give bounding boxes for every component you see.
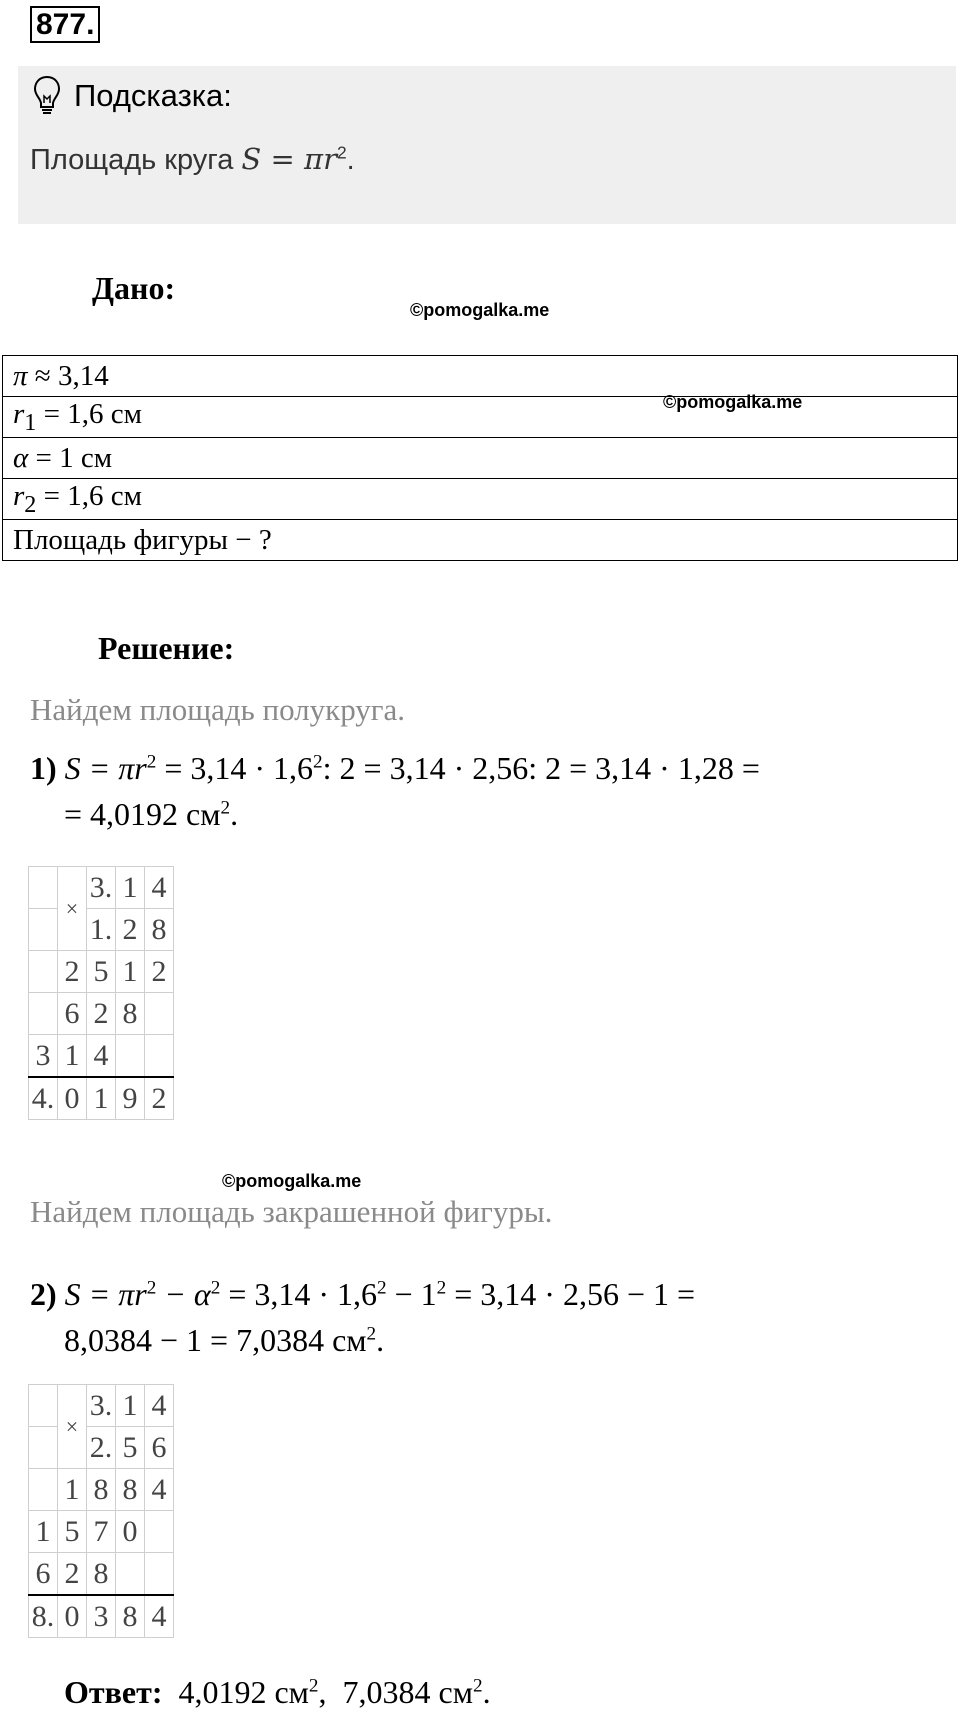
exponent: 2 bbox=[472, 1675, 483, 1697]
grid-cell: 2 bbox=[58, 1553, 87, 1596]
step2-label: 2) bbox=[30, 1276, 57, 1312]
grid-cell: 3 bbox=[29, 1035, 58, 1078]
grid-cell: 8 bbox=[116, 1469, 145, 1511]
hint-formula: S = πr bbox=[241, 142, 337, 176]
grid-cell: 1 bbox=[58, 1035, 87, 1078]
grid-cell: 7 bbox=[87, 1511, 116, 1553]
given-table bbox=[2, 355, 958, 561]
grid-cell: 1 bbox=[116, 1385, 145, 1427]
step2-part: = 3,14 · 1,6 bbox=[220, 1276, 378, 1312]
hint-text-suffix: . bbox=[346, 144, 355, 176]
hint-formula-exponent: 2 bbox=[336, 142, 347, 163]
answer-value-2: 7,0384 см bbox=[342, 1674, 473, 1710]
grid-cell: 2. bbox=[87, 1427, 116, 1469]
grid-row bbox=[29, 1469, 174, 1511]
grid-cell: 0 bbox=[58, 1595, 87, 1638]
given-value: = 1 см bbox=[28, 441, 113, 474]
grid-cell: 0 bbox=[116, 1511, 145, 1553]
hint-text bbox=[30, 142, 355, 177]
solution-heading: Решение: bbox=[98, 630, 235, 666]
step2-formula: S = πr bbox=[64, 1276, 147, 1312]
given-cell bbox=[3, 392, 958, 438]
given-var-sub: 2 bbox=[24, 490, 37, 518]
given-row bbox=[3, 520, 958, 561]
given-row bbox=[3, 356, 958, 397]
grid-cell: 6 bbox=[29, 1553, 58, 1596]
given-cell bbox=[3, 438, 958, 479]
exponent: 2 bbox=[377, 1277, 387, 1299]
grid-cell bbox=[29, 1427, 58, 1469]
grid-cell: 8 bbox=[145, 909, 174, 951]
step1-note: Найдем площадь полукруга. bbox=[30, 692, 406, 727]
grid-cell: 4 bbox=[145, 1469, 174, 1511]
given-question: Площадь фигуры − ? bbox=[13, 523, 272, 556]
grid-cell: 4. bbox=[29, 1077, 58, 1120]
problem-number-text: 877 bbox=[36, 8, 87, 41]
watermark: ©pomogalka.me bbox=[410, 300, 550, 320]
grid-cell: 5 bbox=[58, 1511, 87, 1553]
exponent: 2 bbox=[146, 1277, 157, 1299]
grid-cell: 5 bbox=[116, 1427, 145, 1469]
grid-cell: 6 bbox=[145, 1427, 174, 1469]
given-var: r bbox=[13, 397, 25, 430]
grid-row bbox=[29, 993, 174, 1035]
grid-cell: 2 bbox=[145, 951, 174, 993]
multiplication-grid-1 bbox=[28, 866, 174, 1120]
grid-cell bbox=[29, 993, 58, 1035]
exponent: 2 bbox=[146, 751, 157, 773]
grid-cell: 8 bbox=[116, 993, 145, 1035]
grid-cell: 8 bbox=[87, 1553, 116, 1596]
given-row bbox=[3, 397, 958, 438]
given-row bbox=[3, 479, 958, 520]
grid-cell: 1 bbox=[29, 1511, 58, 1553]
grid-cell: 8 bbox=[116, 1595, 145, 1638]
grid-cell: 1 bbox=[116, 867, 145, 909]
grid-cell: 9 bbox=[116, 1077, 145, 1120]
multiplication-grid-2 bbox=[28, 1384, 174, 1638]
grid-cell: 1. bbox=[87, 909, 116, 951]
given-value: ≈ 3,14 bbox=[27, 359, 109, 392]
grid-cell: 3. bbox=[87, 867, 116, 909]
grid-cell: 2 bbox=[87, 993, 116, 1035]
grid-cell: 2 bbox=[145, 1077, 174, 1120]
hint-text-prefix: Площадь круга bbox=[30, 144, 242, 176]
step1-end: . bbox=[230, 796, 239, 832]
grid-cell: 3. bbox=[87, 1385, 116, 1427]
grid-cell bbox=[116, 1553, 145, 1596]
grid-cell bbox=[145, 1511, 174, 1553]
grid-cell: 8. bbox=[29, 1595, 58, 1638]
hint-title: Подсказка: bbox=[74, 78, 232, 113]
answer-separator: , bbox=[318, 1674, 327, 1710]
grid-row bbox=[29, 1077, 174, 1120]
watermark: ©pomogalka.me bbox=[222, 1171, 362, 1191]
grid-row bbox=[29, 1595, 174, 1638]
grid-cell bbox=[29, 1385, 58, 1427]
grid-cell: 5 bbox=[87, 951, 116, 993]
grid-row bbox=[29, 1511, 174, 1553]
grid-cell: 4 bbox=[145, 867, 174, 909]
step1-formula: S = πr bbox=[64, 750, 147, 786]
watermark: ©pomogalka.me bbox=[663, 392, 803, 412]
given-value: = 1,6 см bbox=[36, 479, 142, 512]
step1-equation-line1 bbox=[30, 750, 760, 787]
given-row bbox=[3, 438, 958, 479]
answer-end: . bbox=[482, 1674, 491, 1710]
answer-value-1: 4,0192 см bbox=[178, 1674, 309, 1710]
step1-result: = 4,0192 см bbox=[64, 796, 221, 832]
given-heading: Дано: bbox=[92, 270, 176, 306]
grid-row bbox=[29, 1385, 174, 1427]
grid-cell: 4 bbox=[87, 1035, 116, 1078]
given-cell bbox=[3, 479, 958, 520]
grid-row bbox=[29, 1427, 174, 1469]
step2-result: 8,0384 − 1 = 7,0384 см bbox=[64, 1322, 367, 1358]
grid-cell bbox=[145, 1553, 174, 1596]
grid-cell bbox=[145, 1035, 174, 1078]
given-var-sub: 1 bbox=[24, 408, 37, 436]
step2-part: = 3,14 · 2,56 − 1 = bbox=[446, 1276, 696, 1312]
lightbulb-icon bbox=[32, 74, 62, 118]
grid-row bbox=[29, 1035, 174, 1078]
grid-cell bbox=[29, 909, 58, 951]
grid-cell: 6 bbox=[58, 993, 87, 1035]
grid-cell bbox=[29, 867, 58, 909]
grid-row bbox=[29, 867, 174, 909]
grid-cell: 2 bbox=[116, 909, 145, 951]
grid-cell: 4 bbox=[145, 1595, 174, 1638]
grid-cell: 3 bbox=[87, 1595, 116, 1638]
grid-cell: 1 bbox=[58, 1469, 87, 1511]
given-cell bbox=[3, 520, 958, 561]
grid-row bbox=[29, 909, 174, 951]
grid-cell: 4 bbox=[145, 1385, 174, 1427]
grid-cell bbox=[29, 951, 58, 993]
step2-end: . bbox=[376, 1322, 385, 1358]
step2-equation-line2 bbox=[64, 1322, 384, 1359]
step1-part: : 2 = 3,14 · 2,56: 2 = 3,14 · 1,28 = bbox=[322, 750, 760, 786]
exponent: 2 bbox=[313, 751, 323, 773]
step1-label: 1) bbox=[30, 750, 57, 786]
grid-cell: 1 bbox=[116, 951, 145, 993]
grid-cell: 0 bbox=[58, 1077, 87, 1120]
given-var: α bbox=[13, 441, 29, 474]
exponent: 2 bbox=[366, 1323, 377, 1345]
exponent: 2 bbox=[220, 797, 231, 819]
grid-cell: 2 bbox=[58, 951, 87, 993]
times-sign: × bbox=[58, 1385, 87, 1469]
exponent: 2 bbox=[308, 1675, 319, 1697]
answer-line bbox=[64, 1674, 491, 1711]
problem-number-dot: . bbox=[86, 8, 95, 41]
grid-row bbox=[29, 1553, 174, 1596]
hint-box bbox=[18, 66, 956, 224]
step1-part: = 3,14 · 1,6 bbox=[156, 750, 314, 786]
problem-number bbox=[30, 8, 100, 42]
answer-label: Ответ: bbox=[64, 1674, 163, 1710]
step2-part: − 1 bbox=[386, 1276, 437, 1312]
given-var: r bbox=[13, 479, 25, 512]
grid-cell bbox=[29, 1469, 58, 1511]
grid-cell bbox=[145, 993, 174, 1035]
grid-cell bbox=[116, 1035, 145, 1078]
step1-equation-line2 bbox=[64, 796, 238, 833]
grid-cell: 8 bbox=[87, 1469, 116, 1511]
step2-part: − α bbox=[156, 1276, 211, 1312]
grid-cell: 1 bbox=[87, 1077, 116, 1120]
exponent: 2 bbox=[436, 1277, 447, 1299]
times-sign: × bbox=[58, 867, 87, 951]
given-cell bbox=[3, 356, 958, 397]
step2-note: Найдем площадь закрашенной фигуры. bbox=[30, 1194, 553, 1229]
given-var: π bbox=[13, 359, 28, 392]
exponent: 2 bbox=[210, 1277, 221, 1299]
grid-row bbox=[29, 951, 174, 993]
step2-equation-line1 bbox=[30, 1276, 695, 1313]
given-value: = 1,6 см bbox=[36, 397, 142, 430]
